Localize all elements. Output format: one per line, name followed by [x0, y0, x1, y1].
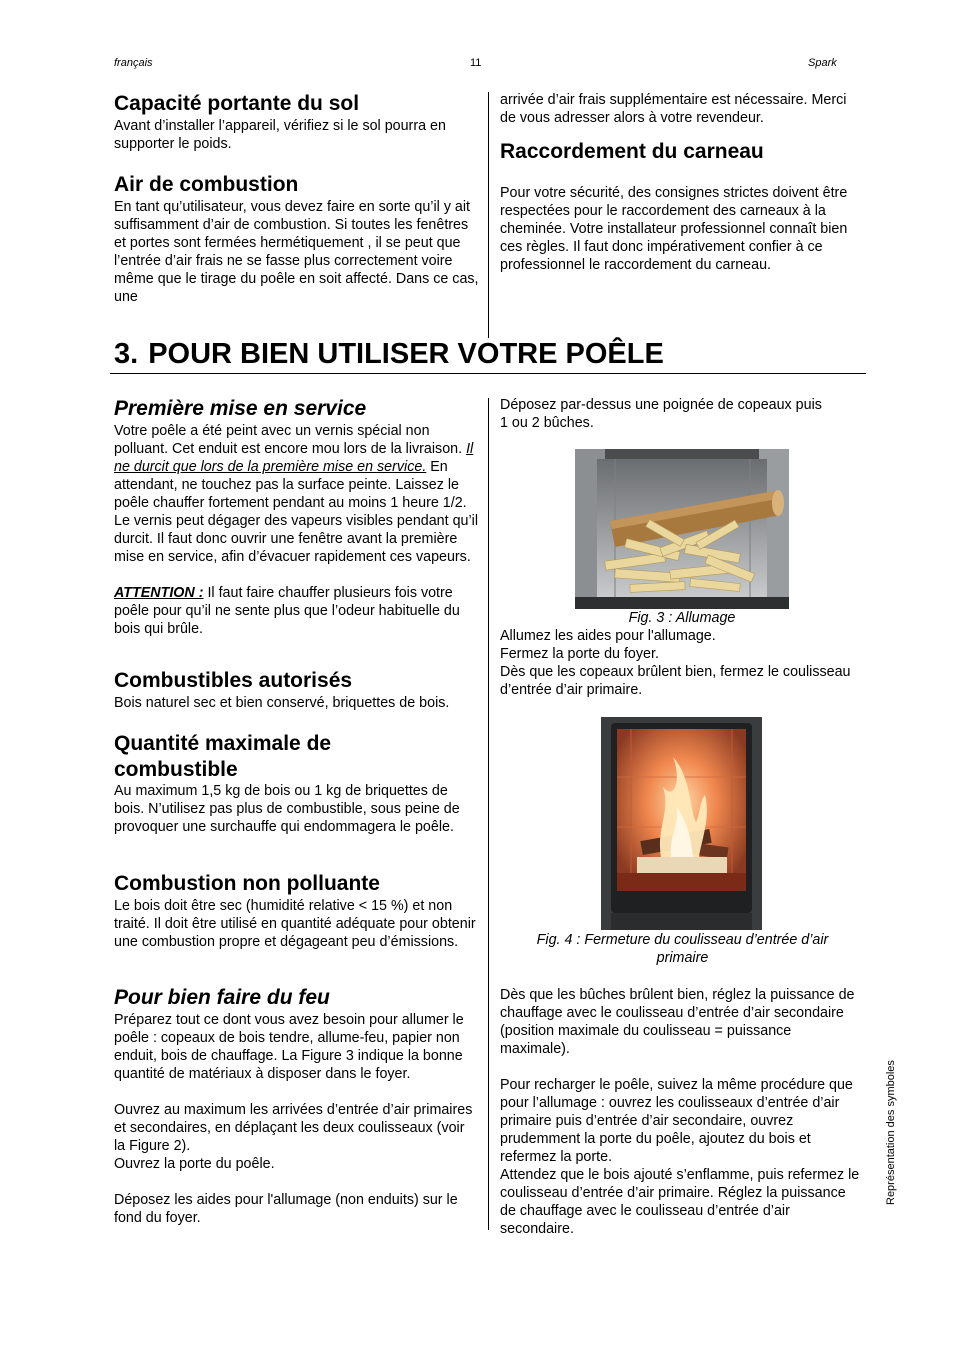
premiere-text-emphasis: Il ne durcit que lors de la première mise en service.: [114, 441, 474, 475]
capacite-text: Avant d’installer l’appareil, vérifiez si le sol pourra en supporter le poids.: [114, 118, 446, 152]
buches-block: [500, 986, 865, 1238]
allumez-line1: Allumez les aides pour l'allumage.: [500, 628, 716, 644]
attention-label: ATTENTION :: [114, 585, 204, 601]
feu-title: Pour bien faire du feu: [114, 986, 330, 1009]
quantite-body: [114, 782, 479, 836]
allumage-block: [500, 627, 865, 699]
fig3-caption: Fig. 3 : Allumage: [628, 610, 736, 626]
header-page-number: 11: [470, 57, 482, 69]
non-polluante-text: Le bois doit être sec (humidité relative < 15 %) et non traité. Il doit être utilisé en quantité adéquate pour obtenir une combustion propre et dégageant peu d’émissions.: [114, 898, 476, 950]
premiere-title: Première mise en service: [114, 397, 367, 420]
section-capacite: [114, 91, 479, 153]
raccordement-title: Raccordement du carneau: [500, 140, 764, 163]
section-air: [114, 172, 479, 306]
top-column-divider: [488, 92, 489, 338]
header-product: Spark: [808, 57, 837, 69]
fig3-kindling-image: [575, 449, 789, 609]
raccordement-text: Pour votre sécurité, des consignes strictes doivent être respectées pour le raccordement des carneaux à la cheminée. Votre installateur professionnel connaît bien ces règles. Il faut donc impérativement confier à ce professionnel le raccordement du carneau.: [500, 185, 848, 273]
allumez-line2: Fermez la porte du foyer.: [500, 646, 659, 662]
main-column-divider: [488, 398, 489, 1230]
feu-p3: Déposez les aides pour l'allumage (non enduits) sur le fond du foyer.: [114, 1192, 458, 1226]
copeaux-block: [500, 396, 830, 432]
air-continued: [500, 91, 865, 127]
capacite-title: Capacité portante du sol: [114, 92, 360, 115]
air-title: Air de combustion: [114, 173, 299, 196]
premiere-text-part1: Votre poêle a été peint avec un vernis spécial non polluant. Cet enduit est encore mou lors de la livraison.: [114, 423, 467, 457]
feu-p2a: Ouvrez au maximum les arrivées d’entrée d’air primaires et secondaires, en déplaçant les deux coulisseaux (voir la Figure 2).: [114, 1102, 473, 1154]
section-feu: [114, 985, 479, 1227]
attention-body: Il faut faire chauffer plusieurs fois votre poêle pour qu’il ne sente plus que l’odeur habituelle du bois qui brûle.: [114, 585, 460, 637]
sidebar-vertical-label: Représentation des symboles: [885, 1060, 897, 1205]
header-language: français: [114, 57, 153, 69]
section-quantite: [114, 731, 414, 783]
non-polluante-title: Combustion non polluante: [114, 872, 380, 895]
buches-text: Dès que les bûches brûlent bien, réglez la puissance de chauffage avec le coulisseau d’entrée d’air secondaire (position maximale du coulisseau = puissance maximale).: [500, 987, 855, 1057]
section-raccordement: [500, 139, 865, 165]
quantite-title: Quantité maximale de combustible: [114, 732, 332, 781]
chapter-heading: [114, 336, 664, 372]
quantite-text: Au maximum 1,5 kg de bois ou 1 kg de briquettes de bois. N’utilisez pas plus de combustible, sous peine de provoquer une surchauffe qui endommagera le poêle.: [114, 783, 460, 835]
section-premiere: [114, 396, 479, 638]
raccordement-body: [500, 184, 865, 274]
premiere-text: [114, 422, 479, 566]
feu-p1: Préparez tout ce dont vous avez besoin pour allumer le poêle : copeaux de bois tendre, allume-feu, papier non enduit, bois de chauffage. La Figure 3 indique la bonne quantité de matériaux à disposer dans le foyer.: [114, 1012, 464, 1082]
attention-text: [114, 584, 479, 638]
combustibles-text: Bois naturel sec et bien conservé, briquettes de bois.: [114, 695, 450, 711]
air-continued-text: arrivée d’air frais supplémentaire est nécessaire. Merci de vous adresser alors à votre revendeur.: [500, 92, 847, 126]
section-combustibles: [114, 668, 479, 712]
copeaux-text: Déposez par-dessus une poignée de copeaux puis 1 ou 2 bûches.: [500, 397, 822, 431]
premiere-text-part2: En attendant, ne touchez pas la surface peinte. Laissez le poêle chauffer fortement pendant au moins 1 heure 1/2. Le vernis peut dégager des vapeurs visibles pendant qu’il durcit. Il faut donc ouvrir une fenêtre avant la première mise en service, afin d’évacuer rapidement ces vapeurs.: [114, 459, 479, 565]
fig4-caption: Fig. 4 : Fermeture du coulisseau d’entrée d’air primaire: [536, 932, 829, 966]
attendez-text: Attendez que le bois ajouté s’enflamme, puis refermez le coulisseau d’entrée d’air primaire. Réglez la puissance de chauffage avec le coulisseau d’entrée d’air secondaire.: [500, 1167, 860, 1237]
air-text: En tant qu’utilisateur, vous devez faire en sorte qu’il y ait suffisamment d’air de combustion. Si toutes les fenêtres et portes sont fermées hermétiquement , il se peut que l’entrée d’air frais ne se fasse plus correctement voire même que le tirage du poêle en soit affecté. Dans ce cas, une: [114, 199, 479, 305]
chapter-underline: [110, 373, 866, 374]
feu-p2b: Ouvrez la porte du poêle.: [114, 1156, 275, 1172]
fig4-fire-image: [601, 717, 762, 930]
combustibles-title: Combustibles autorisés: [114, 669, 353, 692]
section-non-polluante: [114, 871, 479, 951]
chapter-title: POUR BIEN UTILISER VOTRE POÊLE: [148, 338, 664, 370]
recharger-text: Pour recharger le poêle, suivez la même procédure que pour l’allumage : ouvrez les coulisseaux d’entrée d’air primaire puis d’entrée d’air secondaire, ouvrez prudemment la porte du poêle, ajoutez du bois et refermez la porte.: [500, 1077, 853, 1165]
allumez-line3: Dès que les copeaux brûlent bien, fermez le coulisseau d’entrée d’air primaire.: [500, 664, 851, 698]
chapter-number: 3.: [114, 338, 139, 370]
